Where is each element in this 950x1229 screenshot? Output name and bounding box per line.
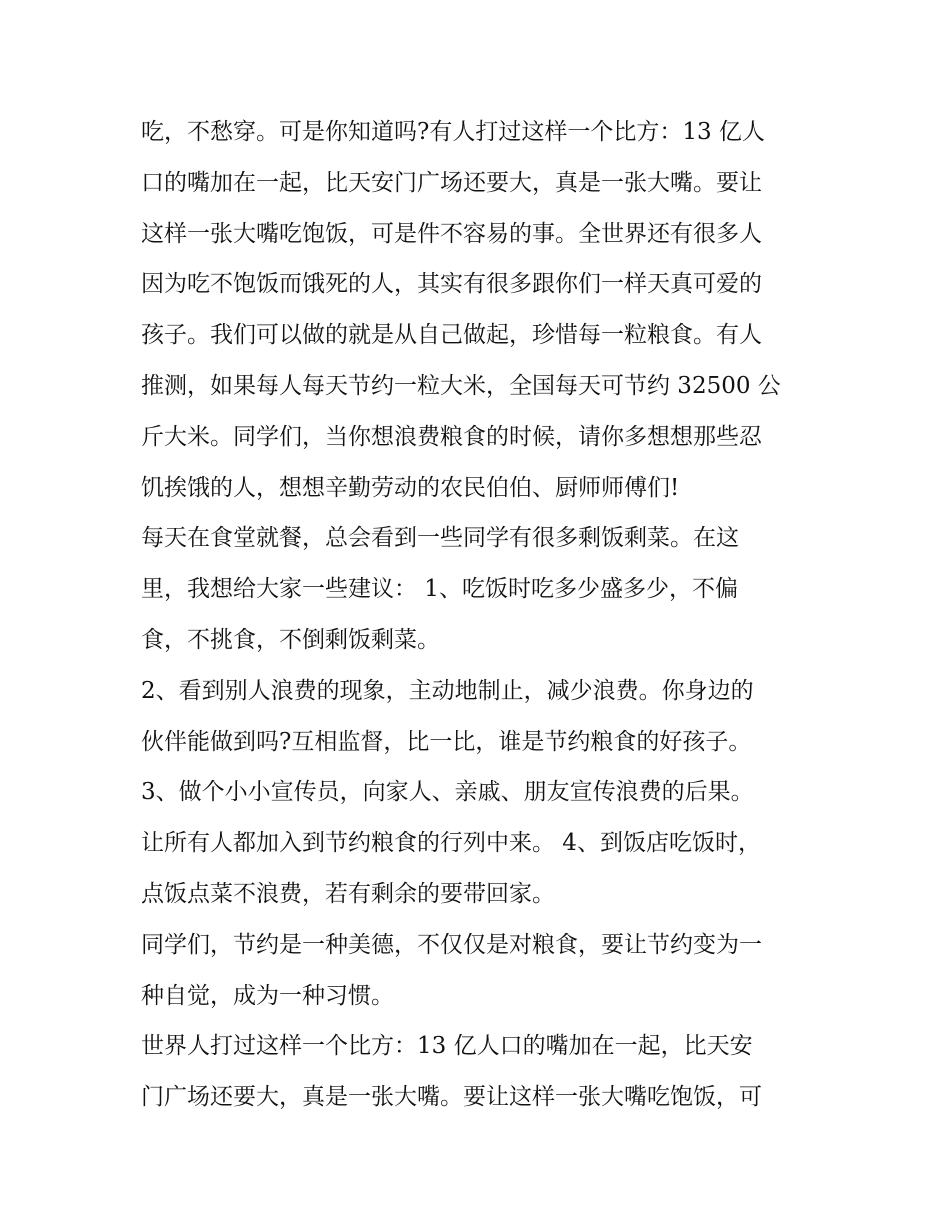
text-line: 种自觉，成为一种习惯。 [141,982,394,1009]
text-line: 饥挨饿的人，想想辛勤劳动的农民伯伯、厨师师傅们! [141,474,680,501]
text-line: 点饭点菜不浪费，若有剩余的要带回家。 [141,880,555,907]
text-line: 因为吃不饱饭而饿死的人，其实有很多跟你们一样天真可爱的 [141,271,762,298]
text-line: 斤大米。同学们，当你想浪费粮食的时候，请你多想想那些忍 [141,423,762,450]
text-line: 世界人打过这样一个比方：13 亿人口的嘴加在一起，比天安 [141,1033,753,1060]
text-line: 食，不挑食，不倒剩饭剩菜。 [141,626,440,653]
text-line: 里，我想给大家一些建议： 1、吃饭时吃多少盛多少，不偏 [141,576,738,603]
text-line: 伙伴能做到吗?互相监督，比一比，谁是节约粮食的好孩子。 [141,728,752,755]
text-line: 让所有人都加入到节约粮食的行列中来。 4、到饭店吃饭时， [141,830,761,857]
text-line: 推测，如果每人每天节约一粒大米，全国每天可节约 32500 公 [141,372,781,399]
text-line: 同学们，节约是一种美德，不仅仅是对粮食，要让节约变为一 [141,931,762,958]
text-line: 门广场还要大，真是一张大嘴。要让这样一张大嘴吃饱饭，可 [141,1084,762,1111]
text-line: 吃，不愁穿。可是你知道吗?有人打过这样一个比方：13 亿人 [141,119,765,145]
text-line: 孩子。我们可以做的就是从自己做起，珍惜每一粒粮食。有人 [141,322,762,349]
text-line: 3、做个小小宣传员，向家人、亲戚、朋友宣传浪费的后果。 [141,779,754,806]
text-line: 2、看到别人浪费的现象，主动地制止，减少浪费。你身边的 [141,677,754,704]
text-line: 每天在食堂就餐，总会看到一些同学有很多剩饭剩菜。在这 [141,525,739,552]
text-line: 这样一张大嘴吃饱饭，可是件不容易的事。全世界还有很多人 [141,220,762,247]
document-body [141,107,821,1123]
text-line: 口的嘴加在一起，比天安门广场还要大，真是一张大嘴。要让 [141,169,762,196]
